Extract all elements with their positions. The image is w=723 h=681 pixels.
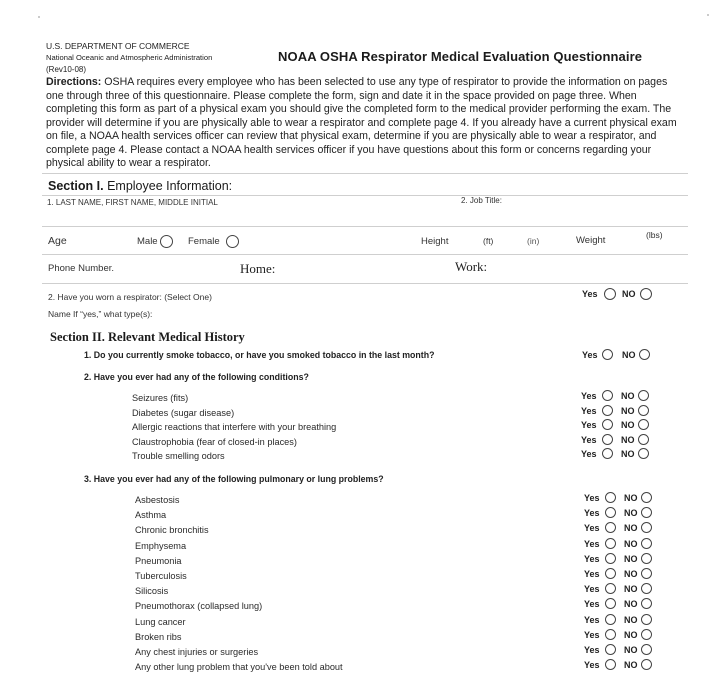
yes-label: Yes	[584, 614, 600, 625]
condition-label: Broken ribs	[135, 631, 182, 642]
no-label: NO	[624, 584, 638, 595]
no-radio[interactable]	[641, 598, 652, 609]
no-radio[interactable]	[641, 507, 652, 518]
condition-label: Trouble smelling odors	[132, 451, 225, 461]
no-radio[interactable]	[641, 644, 652, 655]
no-radio[interactable]	[641, 659, 652, 670]
condition-label: Chronic bronchitis	[135, 525, 209, 536]
no-radio[interactable]	[638, 405, 649, 416]
pounds-unit: (lbs)	[646, 230, 663, 240]
yes-radio[interactable]	[605, 538, 616, 549]
no-radio[interactable]	[641, 522, 652, 533]
yes-label: Yes	[584, 599, 600, 610]
inches-unit: (in)	[527, 236, 540, 246]
directions-text: OSHA requires every employee who has been selected to use any type of respirator to provide the information on pages one through three of this questionnaire. Please complete the form, sign and date it in the space provided on page three. When completing this form as part of a physical exam you should give the completed form to the medical provider performing the exam. The provider will determine if you are physically able to wear a respirator and complete page 4. If you already have a current physical exam on file, a NOAA health services officer can review that physical exam, determine if you are physically able to wear a respirator, and complete page 4. Please contact a NOAA health services officer if you have questions about this form or concerns regarding your physical ability to wear a respirator.	[46, 76, 677, 169]
no-label: NO	[624, 508, 638, 519]
no-label: NO	[621, 420, 635, 430]
q1-yes-radio[interactable]	[602, 349, 613, 360]
no-radio[interactable]	[641, 583, 652, 594]
no-radio[interactable]	[638, 390, 649, 401]
condition-label: Any other lung problem that you've been told about	[135, 662, 343, 673]
directions	[46, 76, 686, 171]
height-label: Height	[421, 236, 449, 247]
yes-label: Yes	[581, 391, 597, 401]
no-label: NO	[624, 645, 638, 655]
job-title-label: 2. Job Title:	[461, 196, 502, 205]
no-label: NO	[624, 538, 638, 549]
question-1: 1. Do you currently smoke tobacco, or have you smoked tobacco in the last month?	[84, 350, 435, 360]
yes-radio[interactable]	[605, 568, 616, 579]
condition-label: Allergic reactions that interfere with your breathing	[132, 422, 337, 432]
no-label: NO	[624, 614, 638, 625]
section2-title: Relevant Medical History	[108, 330, 245, 344]
yes-radio[interactable]	[605, 583, 616, 594]
no-label: NO	[624, 523, 638, 534]
yes-label: Yes	[581, 420, 597, 430]
condition-label: Diabetes (sugar disease)	[132, 407, 235, 418]
section2-heading	[50, 330, 245, 345]
yes-label: Yes	[584, 523, 600, 534]
weight-label: Weight	[576, 235, 606, 246]
yes-radio[interactable]	[602, 419, 613, 430]
respirator-yes-label: Yes	[582, 289, 598, 299]
yes-label: Yes	[584, 508, 600, 519]
male-radio[interactable]	[160, 235, 173, 248]
yes-label: Yes	[581, 434, 597, 445]
section1-title: Employee Information:	[107, 179, 233, 193]
divider	[42, 226, 688, 227]
yes-radio[interactable]	[605, 522, 616, 533]
no-radio[interactable]	[638, 448, 649, 459]
yes-label: Yes	[584, 569, 600, 579]
yes-radio[interactable]	[605, 553, 616, 564]
page-title: NOAA OSHA Respirator Medical Evaluation Questionnaire	[278, 49, 643, 64]
no-radio[interactable]	[641, 553, 652, 564]
phone-label: Phone Number.	[48, 263, 115, 274]
yes-label: Yes	[584, 645, 600, 655]
female-radio[interactable]	[226, 235, 239, 248]
yes-label: Yes	[584, 660, 600, 671]
female-label: Female	[188, 236, 220, 247]
yes-radio[interactable]	[605, 614, 616, 625]
no-label: NO	[624, 629, 638, 640]
condition-label: Asthma	[135, 510, 167, 521]
age-label: Age	[48, 235, 67, 247]
yes-radio[interactable]	[602, 405, 613, 416]
yes-radio[interactable]	[605, 598, 616, 609]
respirator-yes-radio[interactable]	[604, 288, 616, 300]
condition-label: Lung cancer	[135, 616, 186, 627]
no-radio[interactable]	[641, 568, 652, 579]
yes-radio[interactable]	[602, 434, 613, 445]
condition-label: Any chest injuries or surgeries	[135, 647, 259, 657]
yes-label: Yes	[581, 405, 597, 416]
no-label: NO	[624, 493, 638, 503]
respirator-no-label: NO	[622, 289, 636, 299]
condition-label: Silicosis	[135, 586, 169, 597]
scan-speck	[707, 14, 709, 16]
work-phone-label: Work:	[455, 259, 488, 274]
no-radio[interactable]	[641, 629, 652, 640]
home-phone-label: Home:	[240, 261, 276, 276]
question-3: 3. Have you ever had any of the following pulmonary or lung problems?	[84, 474, 384, 484]
yes-label: Yes	[584, 584, 600, 595]
respirator-type-label: Name If “yes,” what type(s):	[48, 309, 153, 319]
condition-label: Claustrophobia (fear of closed-in places)	[132, 436, 297, 447]
scan-speck	[38, 16, 40, 18]
no-label: NO	[624, 599, 638, 610]
yes-radio[interactable]	[602, 448, 613, 459]
yes-label: Yes	[584, 553, 600, 564]
no-radio[interactable]	[641, 538, 652, 549]
no-label: NO	[624, 553, 638, 564]
section1-number: Section I.	[48, 179, 104, 193]
yes-label: Yes	[584, 493, 600, 503]
question-2: 2. Have you ever had any of the following conditions?	[84, 372, 309, 382]
yes-label: Yes	[584, 538, 600, 549]
yes-label: Yes	[581, 449, 597, 459]
yes-radio[interactable]	[605, 644, 616, 655]
section2-number: Section II.	[50, 330, 105, 344]
q1-no-radio[interactable]	[639, 349, 650, 360]
section1-heading	[48, 179, 232, 193]
revision: (Rev10-08)	[46, 65, 87, 74]
divider	[42, 195, 688, 196]
yes-radio[interactable]	[602, 390, 613, 401]
condition-label: Emphysema	[135, 540, 187, 551]
agency-name: National Oceanic and Atmospheric Administration	[46, 53, 213, 62]
no-label: NO	[621, 434, 635, 445]
no-radio[interactable]	[638, 419, 649, 430]
respirator-no-radio[interactable]	[640, 288, 652, 300]
no-label: NO	[621, 391, 635, 401]
no-radio[interactable]	[638, 434, 649, 445]
no-label: NO	[621, 405, 635, 416]
divider	[42, 283, 688, 284]
no-label: NO	[621, 449, 635, 459]
male-label: Male	[137, 236, 158, 247]
condition-label: Tuberculosis	[135, 571, 187, 581]
q1-no-label: NO	[622, 350, 636, 360]
yes-radio[interactable]	[605, 492, 616, 503]
no-label: NO	[624, 660, 638, 671]
divider	[42, 254, 688, 255]
no-label: NO	[624, 569, 638, 579]
yes-radio[interactable]	[605, 629, 616, 640]
no-radio[interactable]	[641, 614, 652, 625]
respirator-question: 2. Have you worn a respirator: (Select One)	[48, 292, 212, 302]
divider	[42, 173, 688, 174]
yes-radio[interactable]	[605, 507, 616, 518]
condition-label: Pneumothorax (collapsed lung)	[135, 601, 263, 612]
condition-label: Pneumonia	[135, 555, 182, 566]
yes-label: Yes	[584, 629, 600, 640]
name-field-label: 1. LAST NAME, FIRST NAME, MIDDLE INITIAL	[47, 198, 218, 207]
no-radio[interactable]	[641, 492, 652, 503]
condition-label: Seizures (fits)	[132, 393, 189, 403]
dept-name: U.S. DEPARTMENT OF COMMERCE	[46, 41, 190, 51]
directions-label: Directions:	[46, 76, 102, 88]
condition-label: Asbestosis	[135, 495, 180, 505]
yes-radio[interactable]	[605, 659, 616, 670]
feet-unit: (ft)	[483, 236, 494, 246]
q1-yes-label: Yes	[582, 350, 598, 360]
